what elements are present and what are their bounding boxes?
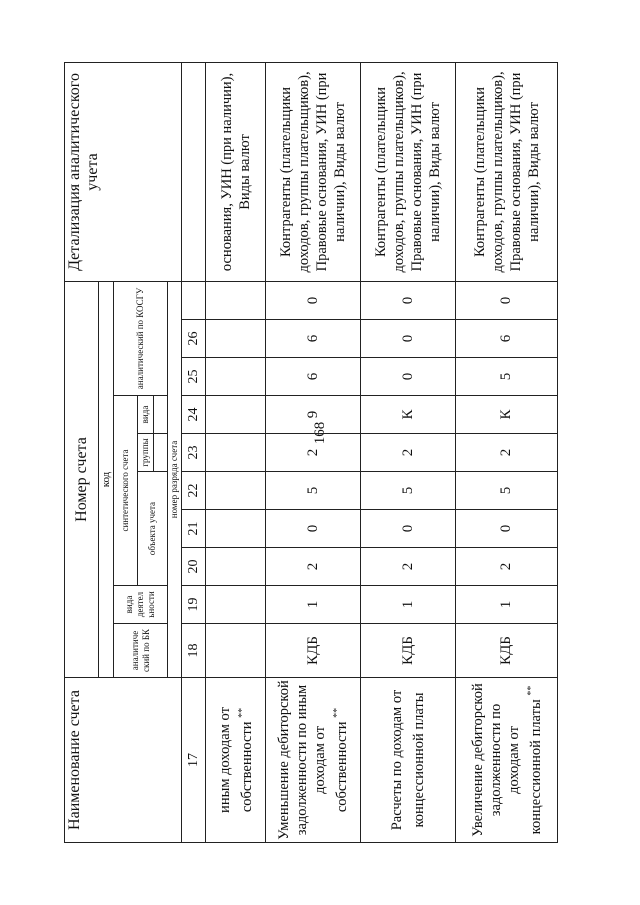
row-3-detail: Контрагенты (плательщики доходов, группы плательщиков), Правовые основания, УИН (при наличии), Виды валют — [361, 62, 456, 281]
header-digit-number: номер разряда счета — [168, 281, 182, 677]
row-2-cell: 1 — [266, 586, 361, 624]
row-2-detail: Контрагенты (плательщики доходов, группы плательщиков), Правовые основания, УИН (при наличии), Виды валют — [266, 62, 361, 281]
digit-19: 19 — [182, 586, 206, 624]
header-type: вида — [138, 396, 154, 434]
row-3-cell: 1 — [361, 586, 456, 624]
row-3-cell: 2 — [361, 434, 456, 472]
row-4-cell: К — [456, 396, 558, 434]
row-3-cell: 2 — [361, 548, 456, 586]
row-4-cell: 2 — [456, 548, 558, 586]
row-4-cell: 2 — [456, 434, 558, 472]
row-1-cell — [206, 624, 266, 678]
row-2-cell: 6 — [266, 358, 361, 396]
header-group-cont — [154, 434, 168, 472]
header-synthetic: синтетического счета — [114, 396, 138, 586]
digit-26: 26 — [182, 320, 206, 358]
row-2-cell: 9 — [266, 396, 361, 434]
digit-empty — [182, 281, 206, 319]
row-4-name: Увеличение дебиторской задолженности по доходам от концессионной платы ** — [456, 678, 558, 843]
digit-empty-2 — [182, 62, 206, 281]
rotated-table-container — [64, 63, 556, 843]
row-1-cell — [206, 548, 266, 586]
row-1-name: иным доходам от собственности ** — [206, 678, 266, 843]
row-1-cell — [206, 472, 266, 510]
row-2-cell: 2 — [266, 548, 361, 586]
row-1-cell — [206, 434, 266, 472]
row-4-cell: 6 — [456, 320, 558, 358]
row-1-detail: основания, УИН (при наличии), Виды валют — [206, 62, 266, 281]
row-4-cell: 5 — [456, 472, 558, 510]
row-2-cell: КДБ — [266, 624, 361, 678]
digit-24: 24 — [182, 396, 206, 434]
header-activity-type: вида деятел ьности — [114, 586, 168, 624]
row-2-cell: 0 — [266, 510, 361, 548]
row-1-cell — [206, 320, 266, 358]
header-detail: Детализация аналитического учета — [65, 62, 182, 281]
row-4-cell: 0 — [456, 510, 558, 548]
row-1-cell — [206, 281, 266, 319]
row-3-cell: К — [361, 396, 456, 434]
row-2-cell: 5 — [266, 472, 361, 510]
row-4-detail: Контрагенты (плательщики доходов, группы плательщиков), Правовые основания, УИН (при наличии), Виды валют — [456, 62, 558, 281]
digit-18: 18 — [182, 624, 206, 678]
header-account-number: Номер счета — [65, 281, 99, 677]
row-2-cell: 6 — [266, 320, 361, 358]
row-3-cell: 0 — [361, 320, 456, 358]
page-number: 168 — [312, 421, 328, 445]
row-4-cell: 5 — [456, 358, 558, 396]
header-bk-analytic: аналитиче ский по БК — [114, 624, 168, 678]
row-2-cell: 0 — [266, 281, 361, 319]
digit-23: 23 — [182, 434, 206, 472]
row-2-name: Уменьшение дебиторской задолженности по иным доходам от собственности ** — [266, 678, 361, 843]
row-3-cell: 5 — [361, 472, 456, 510]
digit-20: 20 — [182, 548, 206, 586]
row-1-cell — [206, 396, 266, 434]
row-3-name: Расчеты по доходам от концессионной платы — [361, 678, 456, 843]
digit-17: 17 — [182, 678, 206, 843]
row-3-cell: КДБ — [361, 624, 456, 678]
header-account-name: Наименование счета — [65, 678, 182, 843]
header-group: группы — [138, 434, 154, 472]
row-3-cell: 0 — [361, 510, 456, 548]
header-object: объекта учета — [138, 472, 168, 586]
row-4-cell: 0 — [456, 281, 558, 319]
digit-25: 25 — [182, 358, 206, 396]
digit-22: 22 — [182, 472, 206, 510]
row-3-cell: 0 — [361, 281, 456, 319]
row-3-cell: 0 — [361, 358, 456, 396]
row-1-cell — [206, 586, 266, 624]
accounts-table — [64, 62, 558, 843]
row-2-cell: 2 — [266, 434, 361, 472]
header-kosgu: аналитический по КОСГУ — [114, 281, 168, 395]
row-1-cell — [206, 358, 266, 396]
row-4-cell: 1 — [456, 586, 558, 624]
header-type-cont — [154, 396, 168, 434]
row-4-cell: КДБ — [456, 624, 558, 678]
row-1-cell — [206, 510, 266, 548]
header-code: код — [99, 281, 114, 677]
digit-21: 21 — [182, 510, 206, 548]
